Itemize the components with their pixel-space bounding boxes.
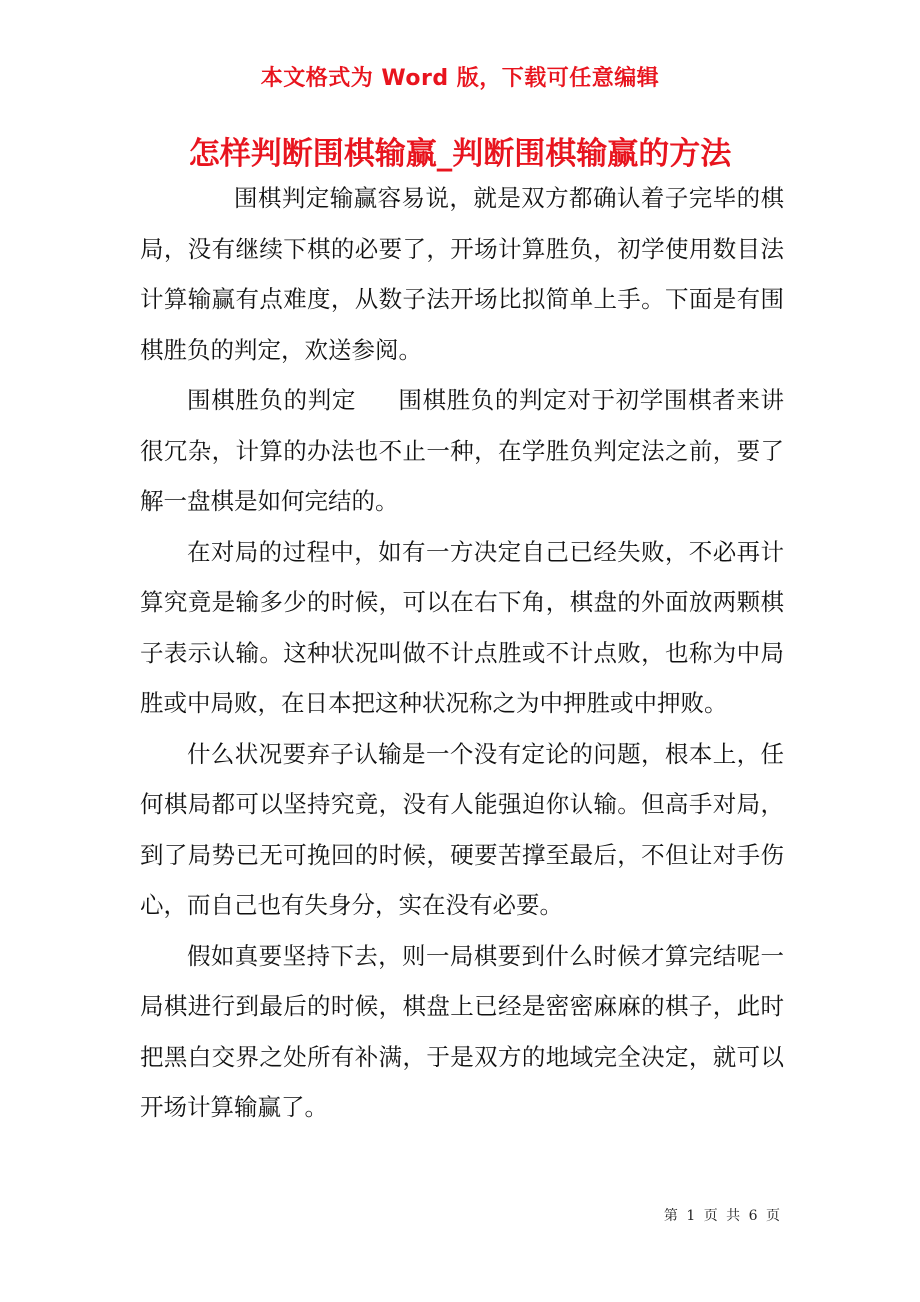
- intro-paragraph: 围棋判定输赢容易说，就是双方都确认着子完毕的棋局，没有继续下棋的必要了，开场计算胜负，初学使用数目法计算输赢有点难度，从数子法开场比拟简单上手。下面是有围棋胜负的判定，欢送参阅。: [140, 184, 784, 364]
- document-body: [140, 173, 784, 1133]
- page-number: 第 1 页 共 6 页: [663, 1208, 780, 1224]
- resign-paragraph: 在对局的过程中，如有一方决定自己已经失败，不必再计算究竟是输多少的时候，可以在右下角，棋盘的外面放两颗棋子表示认输。这种状况叫做不计点胜或不计点败，也称为中局胜或中局败，在日本把这种状况称之为中押胜或中押败。: [140, 537, 784, 717]
- game-end-paragraph: 假如真要坚持下去，则一局棋要到什么时候才算完结呢一局棋进行到最后的时候，棋盘上已经是密密麻麻的棋子，此时把黑白交界之处所有补满，于是双方的地域完全决定，就可以开场计算输赢了。: [140, 941, 784, 1121]
- section-heading: 围棋胜负的判定: [187, 386, 357, 414]
- section-paragraph-text: 围棋胜负的判定对于初学围棋者来讲很冗杂，计算的办法也不止一种，在学胜负判定法之前，要了解一盘棋是如何完结的。: [140, 386, 785, 515]
- document-title: 怎样判断围棋输赢_判断围棋输赢的方法: [188, 136, 732, 172]
- download-notice: 本文格式为 Word 版，下载可任意编辑: [260, 66, 660, 91]
- section-paragraph: [140, 375, 784, 527]
- when-to-resign-paragraph: 什么状况要弃子认输是一个没有定论的问题，根本上，任何棋局都可以坚持究竟，没有人能强迫你认输。但高手对局，到了局势已无可挽回的时候，硬要苦撑至最后，不但让对手伤心，而自己也有失身分，实在没有必要。: [140, 739, 784, 919]
